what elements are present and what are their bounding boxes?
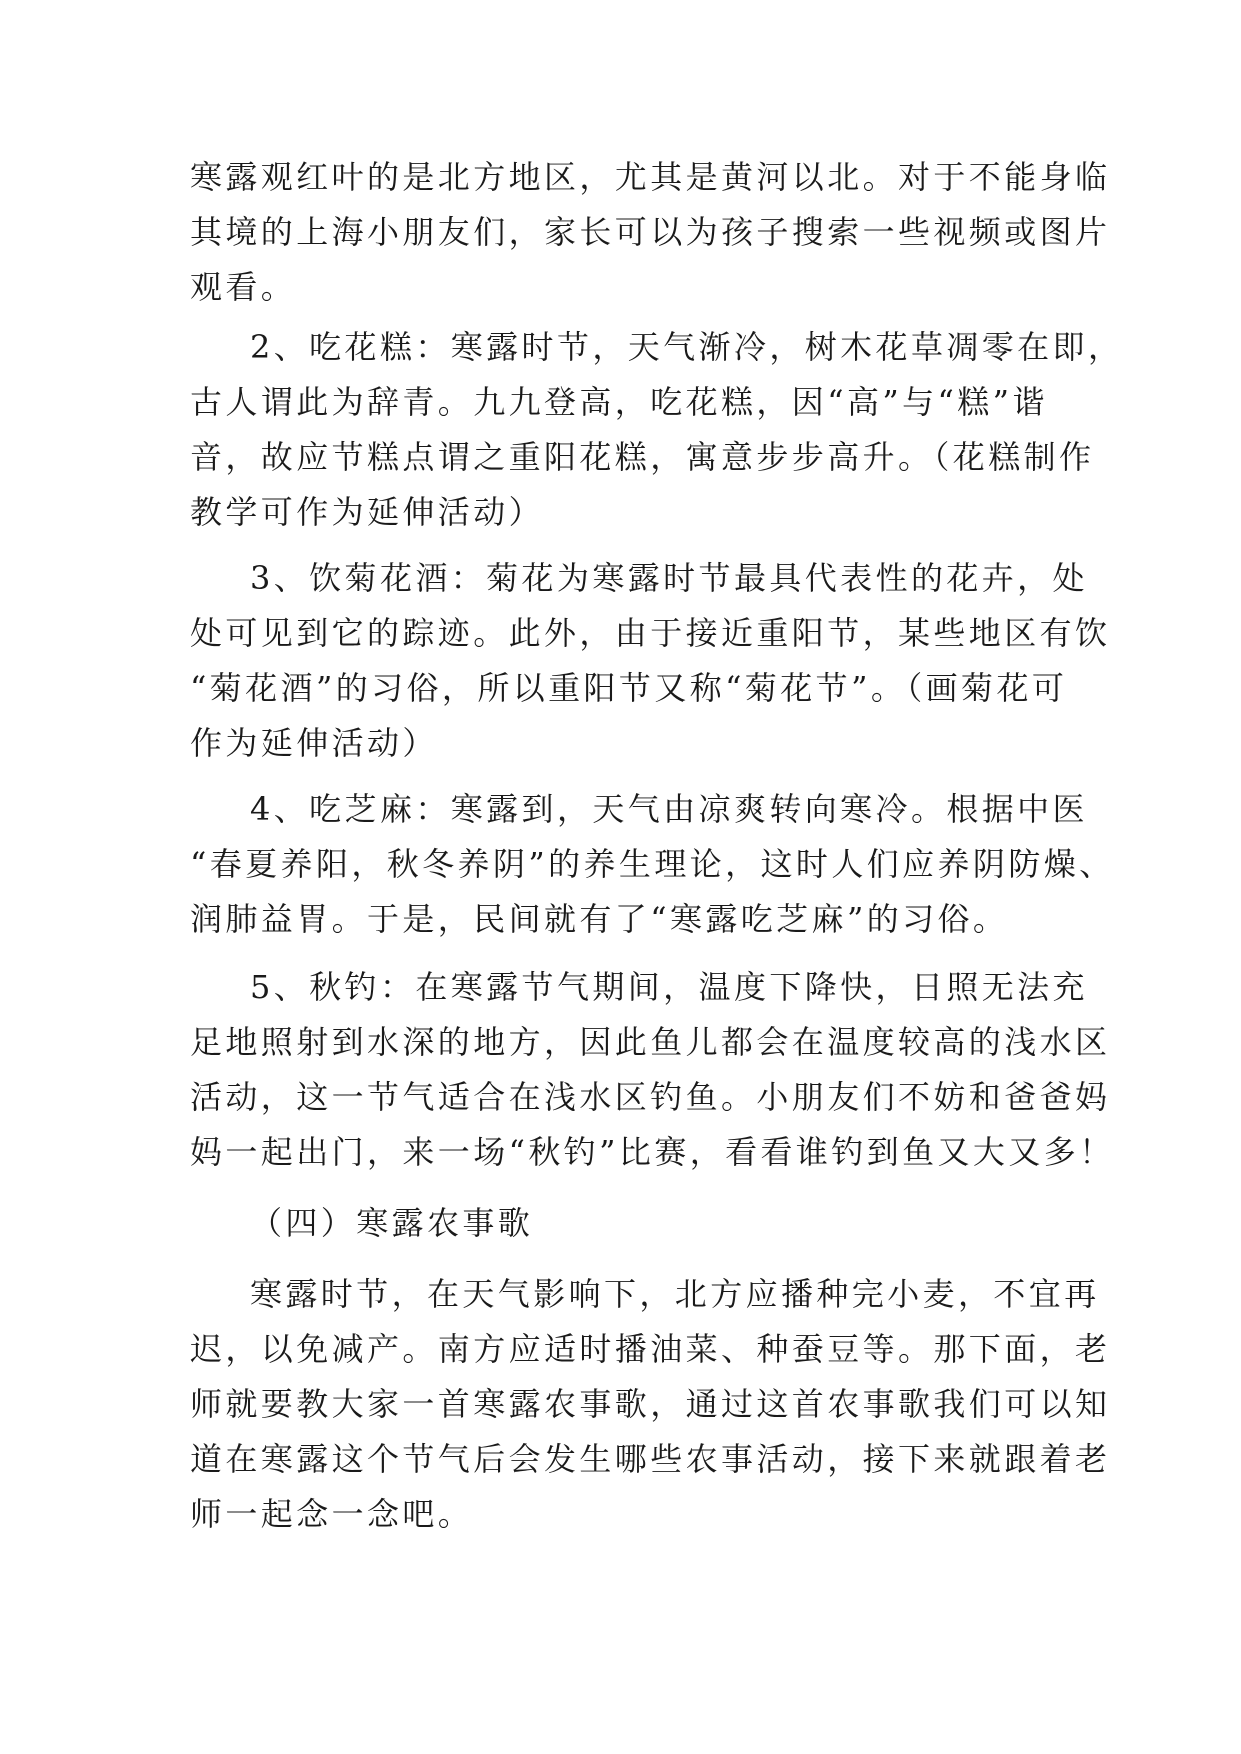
text-line: 迟，以免减产。南方应适时播油菜、种蚕豆等。那下面，老 (190, 1330, 1111, 1368)
text-line: 其境的上海小朋友们，家长可以为孩子搜索一些视频或图片 (190, 213, 1111, 251)
section-heading: （四）寒露农事歌 (250, 1204, 534, 1242)
text-line: 寒露观红叶的是北方地区，尤其是黄河以北。对于不能身临 (190, 158, 1111, 196)
paragraph-start-line: 3、饮菊花酒：菊花为寒露时节最具代表性的花卉，处 (250, 559, 1088, 597)
text-line: 活动，这一节气适合在浅水区钓鱼。小朋友们不妨和爸爸妈 (190, 1078, 1111, 1116)
paragraph-start-line: 4、吃芝麻：寒露到，天气由凉爽转向寒冷。根据中医 (250, 790, 1088, 828)
paragraph-start-line: 5、秋钓：在寒露节气期间，温度下降快，日照无法充 (250, 968, 1088, 1006)
text-line: 音，故应节糕点谓之重阳花糕，寓意步步高升。（花糕制作 (190, 438, 1095, 476)
paragraph-start-line: 2、吃花糕：寒露时节，天气渐冷，树木花草凋零在即， (250, 328, 1124, 366)
text-line: 古人谓此为辞青。九九登高，吃花糕，因“高”与“糕”谐 (190, 383, 1048, 421)
text-line: 师一起念一念吧。 (190, 1495, 474, 1533)
text-line: “春夏养阳，秋冬养阴”的养生理论，这时人们应养阴防燥、 (190, 845, 1115, 883)
text-line: 教学可作为延伸活动） (190, 493, 545, 531)
text-line: 道在寒露这个节气后会发生哪些农事活动，接下来就跟着老 (190, 1440, 1111, 1478)
text-line: 妈一起出门，来一场“秋钓”比赛，看看谁钓到鱼又大又多！ (190, 1133, 1115, 1171)
text-line: “菊花酒”的习俗，所以重阳节又称“菊花节”。（画菊花可 (190, 669, 1068, 707)
text-line: 作为延伸活动） (190, 724, 438, 762)
text-line: 润肺益胃。于是，民间就有了“寒露吃芝麻”的习俗。 (190, 900, 1009, 938)
text-line: 观看。 (190, 268, 297, 306)
paragraph-start-line: 寒露时节，在天气影响下，北方应播种完小麦，不宜再 (250, 1275, 1100, 1313)
text-line: 处可见到它的踪迹。此外，由于接近重阳节，某些地区有饮 (190, 614, 1111, 652)
text-line: 足地照射到水深的地方，因此鱼儿都会在温度较高的浅水区 (190, 1023, 1111, 1061)
text-line: 师就要教大家一首寒露农事歌，通过这首农事歌我们可以知 (190, 1385, 1111, 1423)
